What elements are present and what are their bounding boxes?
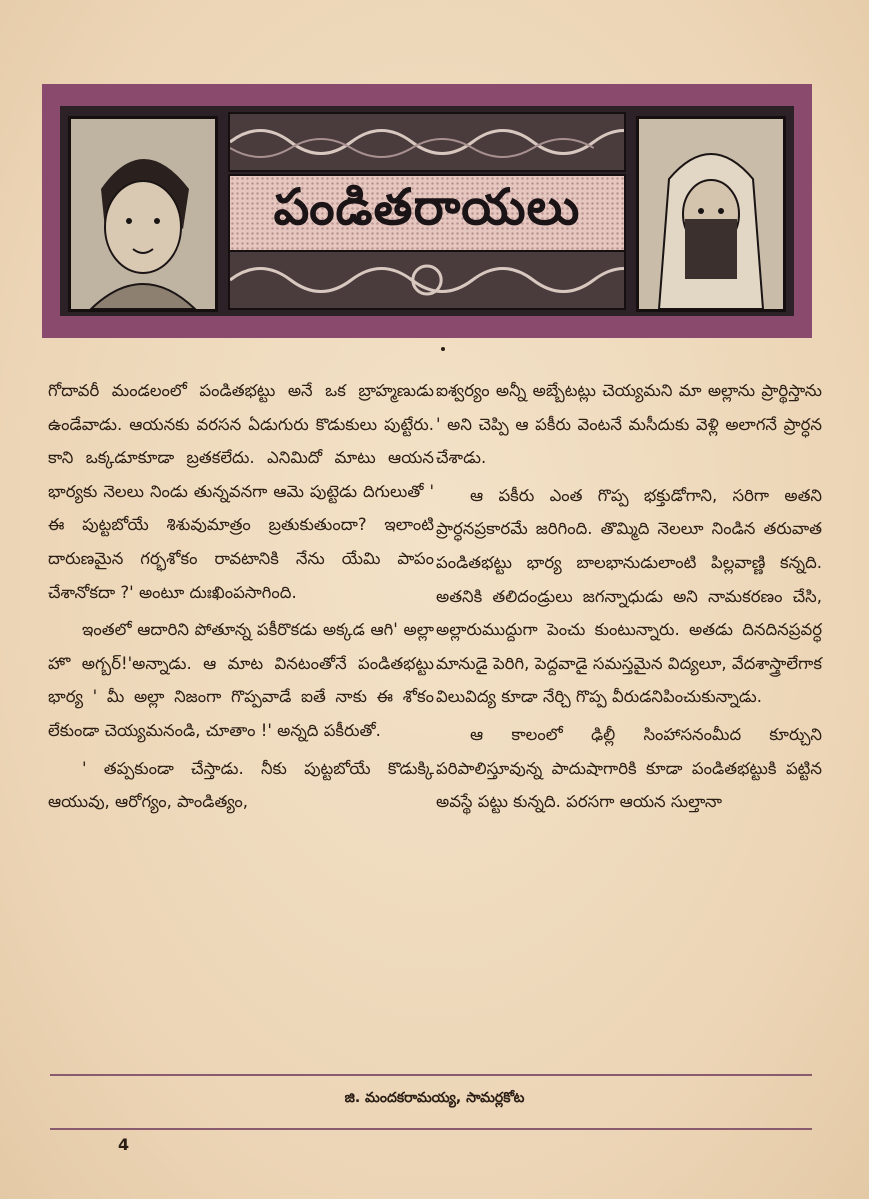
paragraph: ఆ కాలంలో ఢిల్లీ సింహాసనంమీద కూర్చుని పరిపాలిస్తూవున్న పాదుషాగారికి కూడా పండితభట్టుకి పట్టిన అవస్థే పట్టు కున్నది. పరసగా ఆయన సుల్తానా: [436, 724, 822, 812]
left-column: [48, 374, 434, 819]
paragraph: గోదావరీ మండలంలో పండితభట్టు అనే ఒక బ్రాహ్మణుడు ఉండేవాడు. ఆయనకు వరసన ఏడుగురు కొడుకులు పుట్టేరు. కాని ఒక్కడూకూడా బ్రతకలేదు. ఎనిమిదో మాటు ఆయన భార్యకు నెలలు నిండు తున్నవనగా ఆమె పుట్టెడు దిగులుతో ' ఈ పుట్టబోయే శిశువుమాత్రం బ్రతుకుతుందా? ఇలాంటి దారుణమైన గర్భశోకం రావటానికి నేను యేమి పాపం చేశానోకదా ?' అంటూ దుఃఖింపసాగింది.: [48, 381, 434, 602]
divider-rule: [50, 1128, 812, 1130]
banner-frame: [60, 106, 794, 316]
paragraph: ' తప్పకుండా చేస్తాడు. నీకు పుట్టబోయే కొడుక్కి ఆయువు, ఆరోగ్యం, పాండిత్యం,: [48, 758, 434, 812]
man-portrait-illustration: [71, 119, 215, 309]
author-byline: జి. మందకరామయ్య, సామర్లకోట: [344, 1090, 525, 1106]
decorative-dot: [441, 347, 445, 351]
paragraph: ఇంతలో ఆదారిని పోతూన్న పకీరొకడు అక్కడ ఆగి' అల్లా హొ అగ్బర్!'అన్నాడు. ఆ మాట వినటంతోనే పండితభట్టు భార్య ' మీ అల్లా నిజంగా గొప్పవాడే ఐతే నాకు ఈ శోకం లేకుండా చెయ్యమనండి, చూతాం !' అన్నది పకీరుతో.: [48, 620, 434, 740]
title-box: [228, 174, 626, 252]
floral-ornament-icon: [230, 114, 624, 170]
page-title: పండితరాయలు: [273, 177, 581, 236]
page-number: 4: [118, 1135, 130, 1154]
title-banner: [42, 84, 812, 338]
ornament-top: [228, 112, 626, 172]
portrait-man: [68, 116, 218, 312]
veiled-woman-illustration: [639, 119, 783, 309]
paragraph: ఆ పకీరు ఎంత గొప్ప భక్తుడోగాని, సరిగా అతని ప్రార్ధనప్రకారమే జరిగింది. తొమ్మిది నెలలూ నిండిన తరువాత పండితభట్టు భార్య బాలభానుడులాంటి పిల్లవాణ్ణి కన్నది. అతనికి తలిదండ్రులు జగన్నాధుడు అని నామకరణం చేసి, అల్లారుముద్దుగా పెంచు కుంటున్నారు. అతడు దినదినప్రవర్ధ మానుడై పెరిగి, పెద్దవాడై సమస్తమైన విద్యలూ, వేదశాస్త్రాలేగాక విలువిద్య కూడా నేర్చి గొప్ప వీరుడనిపించుకున్నాడు.: [436, 485, 822, 707]
paragraph: ఐశ్వర్యం అన్నీ అబ్బేటట్లు చెయ్యమని మా అల్లాను ప్రార్థిస్తాను ' అని చెప్పి ఆ పకీరు వెంటనే మసీదుకు వెళ్లి అలాగనే ప్రార్ధన చేశాడు.: [436, 381, 822, 468]
divider-rule: [50, 1074, 812, 1076]
floral-ornament-icon: [230, 252, 624, 308]
ornament-bottom: [228, 250, 626, 310]
portrait-woman: [636, 116, 786, 312]
right-column: [436, 374, 822, 819]
